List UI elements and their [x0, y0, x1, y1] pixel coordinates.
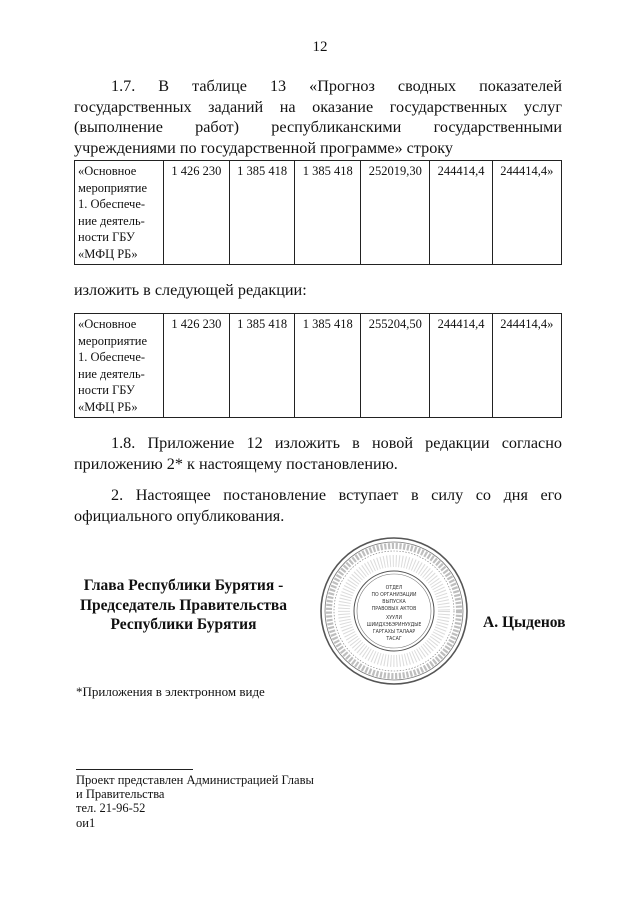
value-cell: 244414,4 — [430, 314, 492, 418]
row-name-line: ние деятель- — [78, 213, 145, 228]
paragraph-2-text: 2. Настоящее постановление вступает в силу со дня его официального опубликования. — [74, 486, 562, 525]
table-row — [75, 314, 562, 418]
paragraph-1-8 — [74, 433, 562, 474]
value-cell: 252019,30 — [361, 161, 430, 265]
row-name-line: ние деятель- — [78, 366, 145, 381]
row-name-line: «МФЦ РБ» — [78, 399, 138, 414]
paragraph-2 — [74, 485, 562, 526]
official-stamp — [318, 535, 470, 687]
row-name-lines — [78, 316, 160, 415]
value-cell: 255204,50 — [361, 314, 430, 418]
stamp-line: ТАСАГ — [386, 636, 402, 642]
row-name-cell — [75, 314, 164, 418]
row-name-line: 1. Обеспече- — [78, 350, 146, 364]
paragraph-1-7 — [74, 76, 562, 158]
stamp-line: ШИИДХЭБЭРИНУУДЫЕ — [366, 622, 422, 628]
row-name-line: 1. Обеспече- — [78, 197, 146, 211]
signer-title-line: Республики Бурятия — [110, 616, 257, 633]
row-name-line: «Основное — [78, 164, 137, 178]
row-name-line: ности ГБУ — [78, 383, 135, 397]
value-cell: 244414,4» — [492, 314, 561, 418]
row-name-cell — [75, 161, 164, 265]
row-name-line: «МФЦ РБ» — [78, 246, 138, 261]
paragraph-1-7-text: 1.7. В таблице 13 «Прогноз сводных показателей государственных заданий на оказание государственных услуг (выполнение работ) республиканскими государственными учреждениями по государственной программе» строку — [74, 77, 562, 157]
row-name-lines — [78, 163, 160, 262]
value-cell: 1 426 230 — [164, 161, 230, 265]
table-old — [74, 160, 562, 265]
value-cell: 1 385 418 — [295, 314, 361, 418]
footer-info — [76, 773, 314, 815]
stamp-line: ВЫПУСКА — [382, 599, 406, 605]
footer-line: и Правительства — [76, 787, 165, 801]
footer-line: тел. 21-96-52 — [76, 801, 146, 815]
stamp-line: ПРАВОВЫХ АКТОВ — [371, 606, 417, 612]
row-name-line: ности ГБУ — [78, 230, 135, 244]
row-name-line: мероприятие — [78, 333, 148, 348]
table-new — [74, 313, 562, 418]
value-cell: 1 385 418 — [229, 161, 295, 265]
footer-line: Проект представлен Администрацией Главы — [76, 773, 314, 787]
signer-title-line: Председатель Правительства — [79, 596, 288, 614]
footer-divider — [76, 769, 193, 770]
signer-name: А. Цыденов — [483, 614, 566, 631]
row-name-line: «Основное — [78, 317, 137, 331]
paragraph-1-8-text: 1.8. Приложение 12 изложить в новой редакции согласно приложению 2* к настоящему постановлению. — [74, 434, 562, 473]
signer-title — [76, 576, 291, 635]
footer-code: ои1 — [76, 816, 96, 830]
page-number: 12 — [312, 39, 328, 55]
row-name-line: мероприятие — [78, 180, 148, 195]
signer-title-line: Глава Республики Бурятия - — [83, 577, 284, 594]
stamp-line: ХУУЛИ — [386, 615, 402, 621]
value-cell: 1 426 230 — [164, 314, 230, 418]
stamp-line: ПО ОРГАНИЗАЦИИ — [371, 592, 417, 598]
stamp-line: ОТДЕЛ — [385, 585, 403, 591]
appendix-note: *Приложения в электронном виде — [76, 684, 265, 699]
value-cell: 1 385 418 — [295, 161, 361, 265]
value-cell: 1 385 418 — [229, 314, 295, 418]
revision-intro: изложить в следующей редакции: — [74, 281, 307, 299]
table-row — [75, 161, 562, 265]
value-cell: 244414,4» — [492, 161, 561, 265]
stamp-line: ГАРГАХЫ ТАЛААР — [372, 629, 416, 635]
value-cell: 244414,4 — [430, 161, 492, 265]
